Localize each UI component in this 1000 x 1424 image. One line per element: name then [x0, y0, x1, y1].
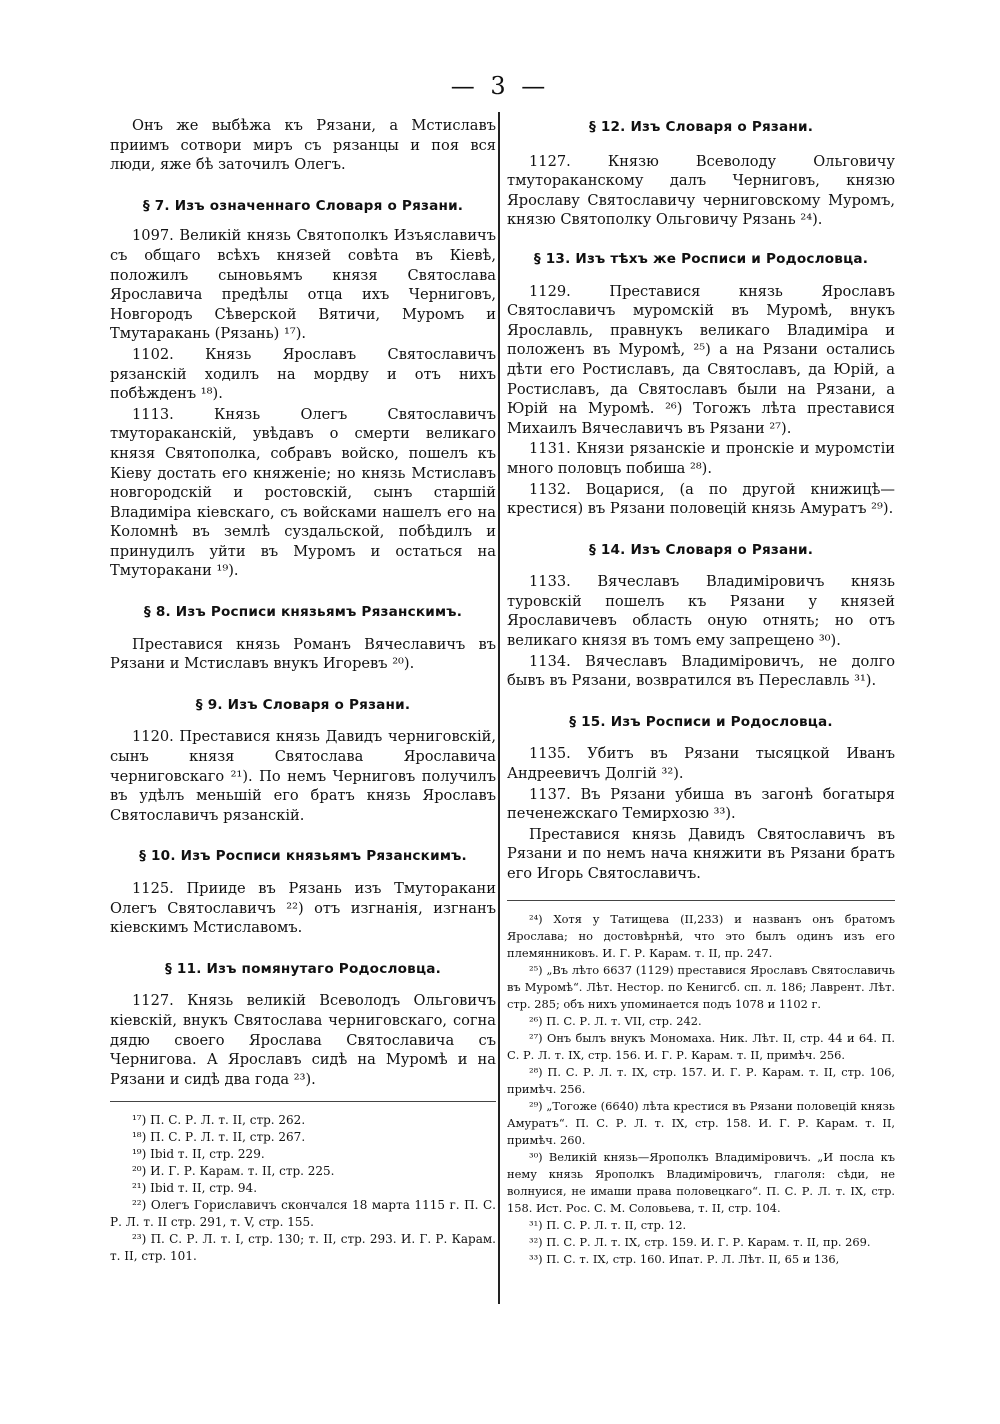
section-13-heading: § 13. Изъ тѣхъ же Росписи и Родословца.: [533, 250, 869, 267]
footnote-25: ²⁵) „Въ лѣто 6637 (1129) преставися Ярославъ Святославичь въ Муромѣ“. Лѣт. Нестор. по Кенигсб. сп. л. 186; Лаврент. Лѣт. стр. 285; объ нихъ упоминается подъ 1078 и 1102 г.: [507, 962, 895, 1011]
section-14-heading: § 14. Изъ Словаря о Рязани.: [588, 541, 814, 558]
column-divider: [498, 112, 500, 1304]
footnote-22: ²²) Олегъ Гориславичъ скончался 18 марта 1115 г. П. С. Р. Л. т. II стр. 291, т. V, стр. 155.: [110, 1198, 496, 1230]
section-14-para-2: 1134. Вячеславъ Владиміровичъ, не долго бывъ въ Рязани, возвратился въ Переславль ³¹).: [507, 652, 895, 690]
section-13-para-3: 1132. Воцарися, (а по другой книжицѣ— крестися) въ Рязани половецій князь Амуратъ ²⁹).: [507, 480, 895, 518]
section-15-para-3: Преставися князь Давидъ Святославичъ въ Рязани и по немъ нача княжити въ Рязани братъ его Игорь Святославичъ.: [507, 825, 895, 882]
footnote-28: ²⁸) П. С. Р. Л. т. IX, стр. 157. И. Г. Р. Карам. т. II, стр. 106, примѣч. 256.: [507, 1064, 895, 1096]
footnote-24: ²⁴) Хотя у Татищева (II,233) и названъ онъ братомъ Ярослава; но достовѣрнѣй, что это былъ одинъ изъ его племянниковъ. И. Г. Р. Карам. т. II, пр. 247.: [507, 911, 895, 960]
footnote-31: ³¹) П. С. Р. Л. т. II, стр. 12.: [529, 1217, 687, 1232]
footnote-27: ²⁷) Онъ былъ внукъ Мономаха. Ник. Лѣт. II, стр. 44 и 64. П. С. Р. Л. т. IX, стр. 156. И. Г. Р. Карам. т. II, примѣч. 256.: [507, 1030, 895, 1062]
section-14-para-1: 1133. Вячеславъ Владиміровичъ князь туровскій пошелъ къ Рязани у князей Ярославичевъ область оную отнять; но отъ великаго князя въ томъ ему запрещено ³⁰).: [507, 573, 895, 650]
section-10-heading: § 10. Изъ Росписи князьямъ Рязанскимъ.: [139, 848, 467, 865]
footnote-20: ²⁰) И. Г. Р. Карам. т. II, стр. 225.: [132, 1164, 335, 1179]
section-15-heading: § 15. Изъ Росписи и Родословца.: [569, 713, 833, 730]
section-11-heading: § 11. Изъ помянутаго Родословца.: [164, 960, 441, 977]
section-8-para-1: Преставися князь Романъ Вячеславичъ въ Рязани и Мстиславъ внукъ Игоревъ ²⁰).: [110, 635, 496, 673]
section-11-para-1: 1127. Князь великій Всеволодъ Ольговичъ кіевскій, внукъ Святослава черниговскаго, согна дядю своего Ярослава Святославича съ Чернигова. А Ярославъ сидѣ на Муромѣ и на Рязани и сидѣ два года ²³).: [110, 992, 496, 1088]
section-7-heading: § 7. Изъ означеннаго Словаря о Рязани.: [142, 197, 464, 214]
section-10-para-1: 1125. Прииде въ Рязань изъ Тмуторакани Олегъ Святославичъ ²²) отъ изгнанія, изгнанъ кіевскимъ Мстиславомъ.: [110, 880, 496, 937]
footnote-29: ²⁹) „Тогоже (6640) лѣта крестися въ Рязани половецій князь Амуратъ“. П. С. Р. Л. т. IX, стр. 158. И. Г. Р. Карам. т. II, примѣч. 260.: [507, 1098, 895, 1147]
footnote-17: ¹⁷) П. С. Р. Л. т. II, стр. 262.: [132, 1113, 306, 1128]
right-footnotes: [507, 900, 895, 1268]
left-footnotes: [110, 1101, 496, 1265]
footnote-32: ³²) П. С. Р. Л. т. IX, стр. 159. И. Г. Р. Карам. т. II, пр. 269.: [529, 1234, 871, 1249]
section-15-para-2: 1137. Въ Рязани убиша въ загонѣ богатыря печенежскаго Темирхозю ³³).: [507, 785, 895, 823]
section-7-para-1: 1097. Великій князь Святополкъ Изъяславичъ съ общаго всѣхъ князей совѣта въ Кіевѣ, положилъ сыновьямъ князя Святослава Ярославича предѣлы отца ихъ Черниговъ, Новгородъ Сѣверской Вятичи, Муромъ и Тмутаракань (Рязань) ¹⁷).: [110, 227, 496, 343]
right-column: [507, 116, 895, 1268]
section-7-para-2: 1102. Князь Ярославъ Святославичъ рязанскій ходилъ на мордву и отъ нихъ побѣжденъ ¹⁸).: [110, 345, 496, 403]
section-8-heading: § 8. Изъ Росписи князьямъ Рязанскимъ.: [143, 604, 463, 621]
section-15-para-1: 1135. Убитъ въ Рязани тысяцкой Иванъ Андреевичъ Долгій ³²).: [507, 745, 895, 783]
section-7-para-3: 1113. Князь Олегъ Святославичъ тмутораканскій, увѣдавъ о смерти великаго князя Святополка, собравъ войско, пошелъ къ Кіеву достать его княженіе; но князь Мстиславъ новгородскій и ростовскій, сынъ старшій Владиміра кіевскаго, съ войсками нашелъ его на Коломнѣ въ землѣ суздальской, побѣдилъ и принудилъ уйти въ Муромъ и остаться на Тмуторакани ¹⁹).: [110, 405, 496, 580]
section-9-heading: § 9. Изъ Словаря о Рязани.: [195, 696, 411, 713]
footnote-26: ²⁶) П. С. Р. Л. т. VII, стр. 242.: [529, 1013, 702, 1028]
section-9-para-1: 1120. Преставися князь Давидъ черниговскій, сынъ князя Святослава Ярославича черниговскаго ²¹). По немъ Черниговъ получилъ въ удѣлъ меньшій его братъ князь Ярославъ Святославичъ рязанскій.: [110, 728, 496, 824]
section-13-para-1: 1129. Преставися князь Ярославъ Святославичъ муромскій въ Муромѣ, внукъ Ярославль, правнукъ великаго Владиміра и положенъ въ Муромѣ, ²⁵) а на Рязани остались дѣти его Ростиславъ, да Святославъ, да Юрій, а Ростиславъ, да Святославъ были на Рязани, а Юрій на Муромѣ. ²⁶) Тогожъ лѣта преставися Михаилъ Вячеславичъ въ Рязани ²⁷).: [507, 282, 895, 437]
footnote-21: ²¹) Ibid т. II, стр. 94.: [132, 1181, 258, 1196]
intro-paragraph: Онъ же выбѣжа къ Рязани, а Мстиславъ приимъ сотвори миръ съ рязанцы и поя вся люди, яже бѣ заточилъ Олегъ.: [110, 117, 496, 174]
footnote-18: ¹⁸) П. С. Р. Л. т. II, стр. 267.: [132, 1130, 306, 1145]
section-12-heading: § 12. Изъ Словаря о Рязани.: [588, 119, 814, 135]
footnote-23: ²³) П. С. Р. Л. т. I, стр. 130; т. II, стр. 293. И. Г. Р. Карам. т. II, стр. 101.: [110, 1232, 496, 1264]
section-13-para-2: 1131. Князи рязанскіе и пронскіе и муромстіи много половцъ побиша ²⁸).: [507, 440, 895, 477]
footnote-33: ³³) П. С. т. IX, стр. 160. Ипат. Р. Л. Лѣт. II, 65 и 136,: [529, 1251, 840, 1266]
footnote-19: ¹⁹) Ibid т. II, стр. 229.: [132, 1147, 265, 1162]
footnote-30: ³⁰) Великій князь—Ярополкъ Владиміровичъ. „И посла къ нему князь Ярополкъ Владиміровичъ, глаголя: сѣди, не волнуися, не имаши права половецкаго“. П. С. Р. Л. т. IX, стр. 158. Ист. Рос. С. М. Соловьева, т. II, стр. 104.: [507, 1149, 895, 1215]
page-number: — 3 —: [450, 72, 550, 100]
left-column: [110, 116, 496, 1265]
section-12-para-1: 1127. Князю Всеволоду Ольговичу тмутораканскому далъ Черниговъ, князю Ярославу Святославичу черниговскому Муромъ, князю Святополку Ольговичу Рязань ²⁴).: [507, 152, 895, 229]
